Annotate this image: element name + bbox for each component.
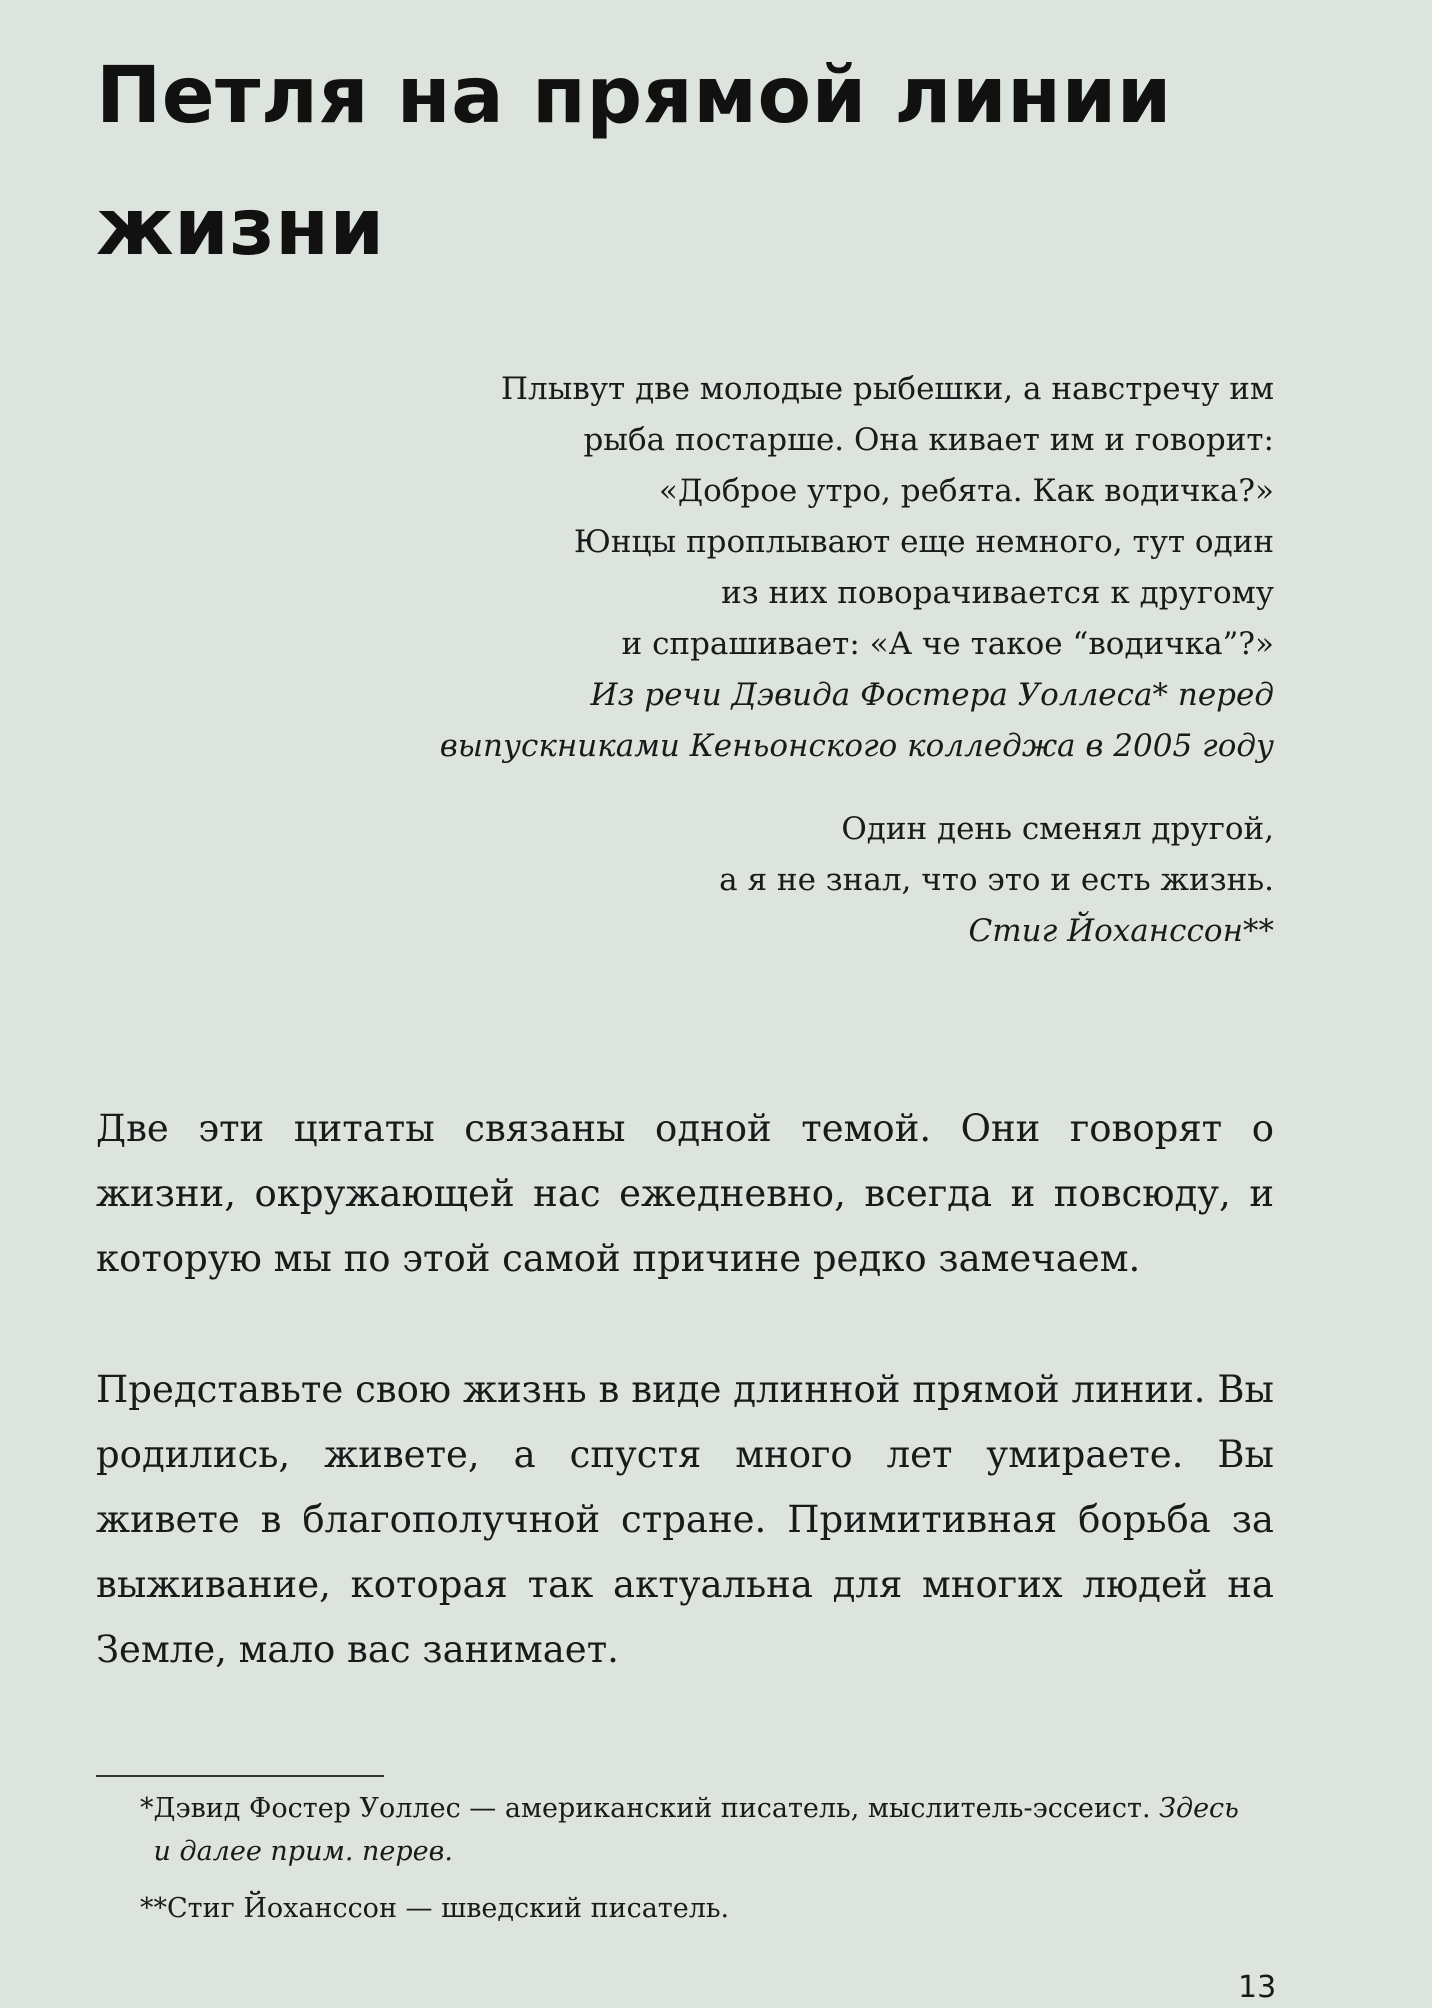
epigraph-line: а я не знал, что это и есть жизнь.: [719, 862, 1274, 898]
epigraph-line: Плывут две молодые рыбешки, а навстречу им: [500, 371, 1274, 407]
epigraphs: [274, 364, 1274, 989]
footnote-body: Стиг Йоханссон — шведский писатель.: [167, 1893, 730, 1924]
epigraph-line: Один день сменял другой,: [841, 811, 1274, 847]
epigraph-attribution: выпускниками Кеньонского колледжа в 2005 году: [439, 728, 1274, 764]
footnote-note: Здесь и далее прим. перев.: [153, 1793, 1239, 1867]
footnote-mark: *: [140, 1793, 154, 1824]
epigraph-line: «Доброе утро, ребята. Как водичка?»: [658, 473, 1274, 509]
footnote-text: [154, 1787, 1241, 1873]
epigraph-attribution: Из речи Дэвида Фостера Уоллеса* перед: [590, 677, 1274, 713]
chapter-title: Петля на прямой линии жизни: [96, 51, 1172, 273]
epigraph-2: [274, 804, 1274, 957]
epigraph-line: рыба постарше. Она кивает им и говорит:: [583, 422, 1274, 458]
epigraph-line: Юнцы проплывают еще немного, тут один: [573, 524, 1274, 560]
epigraph-line: и спрашивает: «А че такое “водичка”?»: [621, 626, 1274, 662]
footnote-text: [167, 1887, 1240, 1930]
footnotes: [140, 1787, 1240, 1944]
epigraph-line: из них поворачивается к другому: [721, 575, 1274, 611]
footnote-2: [140, 1887, 1240, 1930]
paragraph: Две эти цитаты связаны одной темой. Они говорят о жизни, окружающей нас ежедневно, всегда и повсюду, и которую мы по этой самой причине редко замечаем.: [96, 1107, 1274, 1280]
footnote-divider: [96, 1775, 384, 1777]
paragraph: Представьте свою жизнь в виде длинной прямой линии. Вы родились, живете, а спустя много лет умираете. Вы живете в благополучной стране. Примитивная борьба за выживание, которая так актуальна для многих людей на Земле, мало вас занимает.: [96, 1368, 1274, 1671]
footnote-mark: **: [140, 1893, 167, 1924]
page-number: 13: [1238, 1970, 1277, 2005]
epigraph-1: [274, 364, 1274, 772]
body-text: [96, 1096, 1274, 1748]
footnote-body: Дэвид Фостер Уоллес — американский писатель, мыслитель-эссеист.: [153, 1793, 1160, 1824]
epigraph-attribution: Стиг Йоханссон**: [968, 913, 1274, 949]
footnote-1: [140, 1787, 1240, 1873]
